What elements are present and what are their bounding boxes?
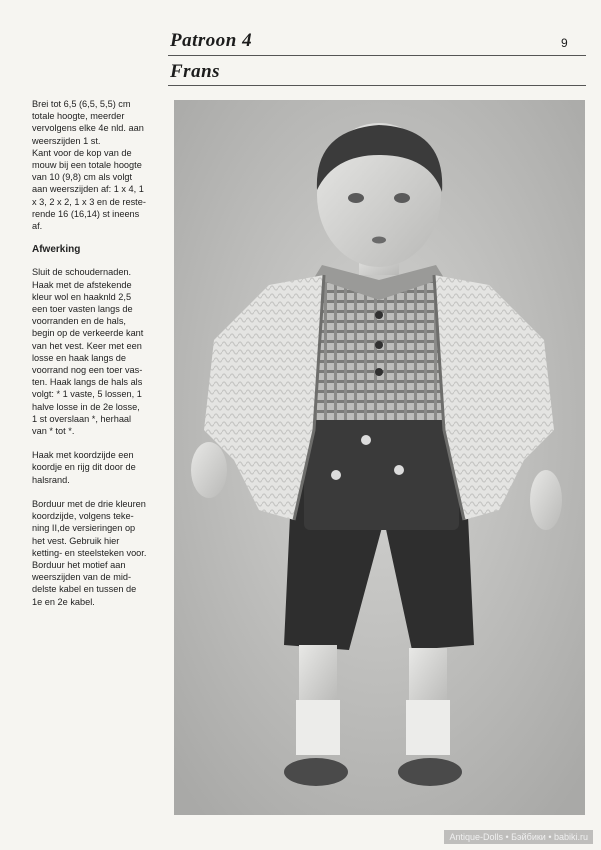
doll-name-title: Frans [170,61,221,82]
page-number: 9 [561,36,568,50]
paragraph-cord: Haak met koordzijde een koordje en rijg dit door de halsrand. [32,450,136,485]
section-heading: Afwerking [32,244,81,256]
paragraph-sleeve: Brei tot 6,5 (6,5, 5,5) cm totale hoogte, meerder vervolgens elke 4e nld. aan weerszijden 1 st. Kant voor de kop van de mouw bij een totale hoogte van 10 (9,8) cm als volgt aan weerszijden af: 1 x 4, 1 x 3, 2 x 2, 1 x 3 en de reste- rende 16 (16,14) st ineens af. [32,99,146,232]
pattern-title: Patroon 4 [170,30,253,51]
watermark: Antique-Dolls • Бэйбики • babiki.ru [444,830,593,844]
paragraph-finishing: Sluit de schoudernaden. Haak met de afstekende kleur wol en haaknld 2,5 een toer vasten langs de voorranden en de hals, begin op de verkeerde kant van het vest. Keer met een losse en haak langs de voorrand nog een toer vas- ten. Haak langs de hals als volgt: * 1 vaste, 5 lossen, 1 halve losse in de 2e losse, 1 st overslaan *, herhaal van * tot *. [32,267,144,437]
title-rule-top [168,55,586,56]
doll-illustration [174,100,585,815]
doll-photo [174,100,585,815]
title-rule-bottom [168,85,586,86]
paragraph-embroidery: Borduur met de drie kleuren koordzijde, volgens teke- ning II,de versieringen op het vest. Gebruik hier ketting- en steelsteken voor. Borduur het motief aan weerszijden van de mid- delste kabel en tussen de 1e en 2e kabel. [32,498,147,607]
instruction-text-column [32,98,167,620]
